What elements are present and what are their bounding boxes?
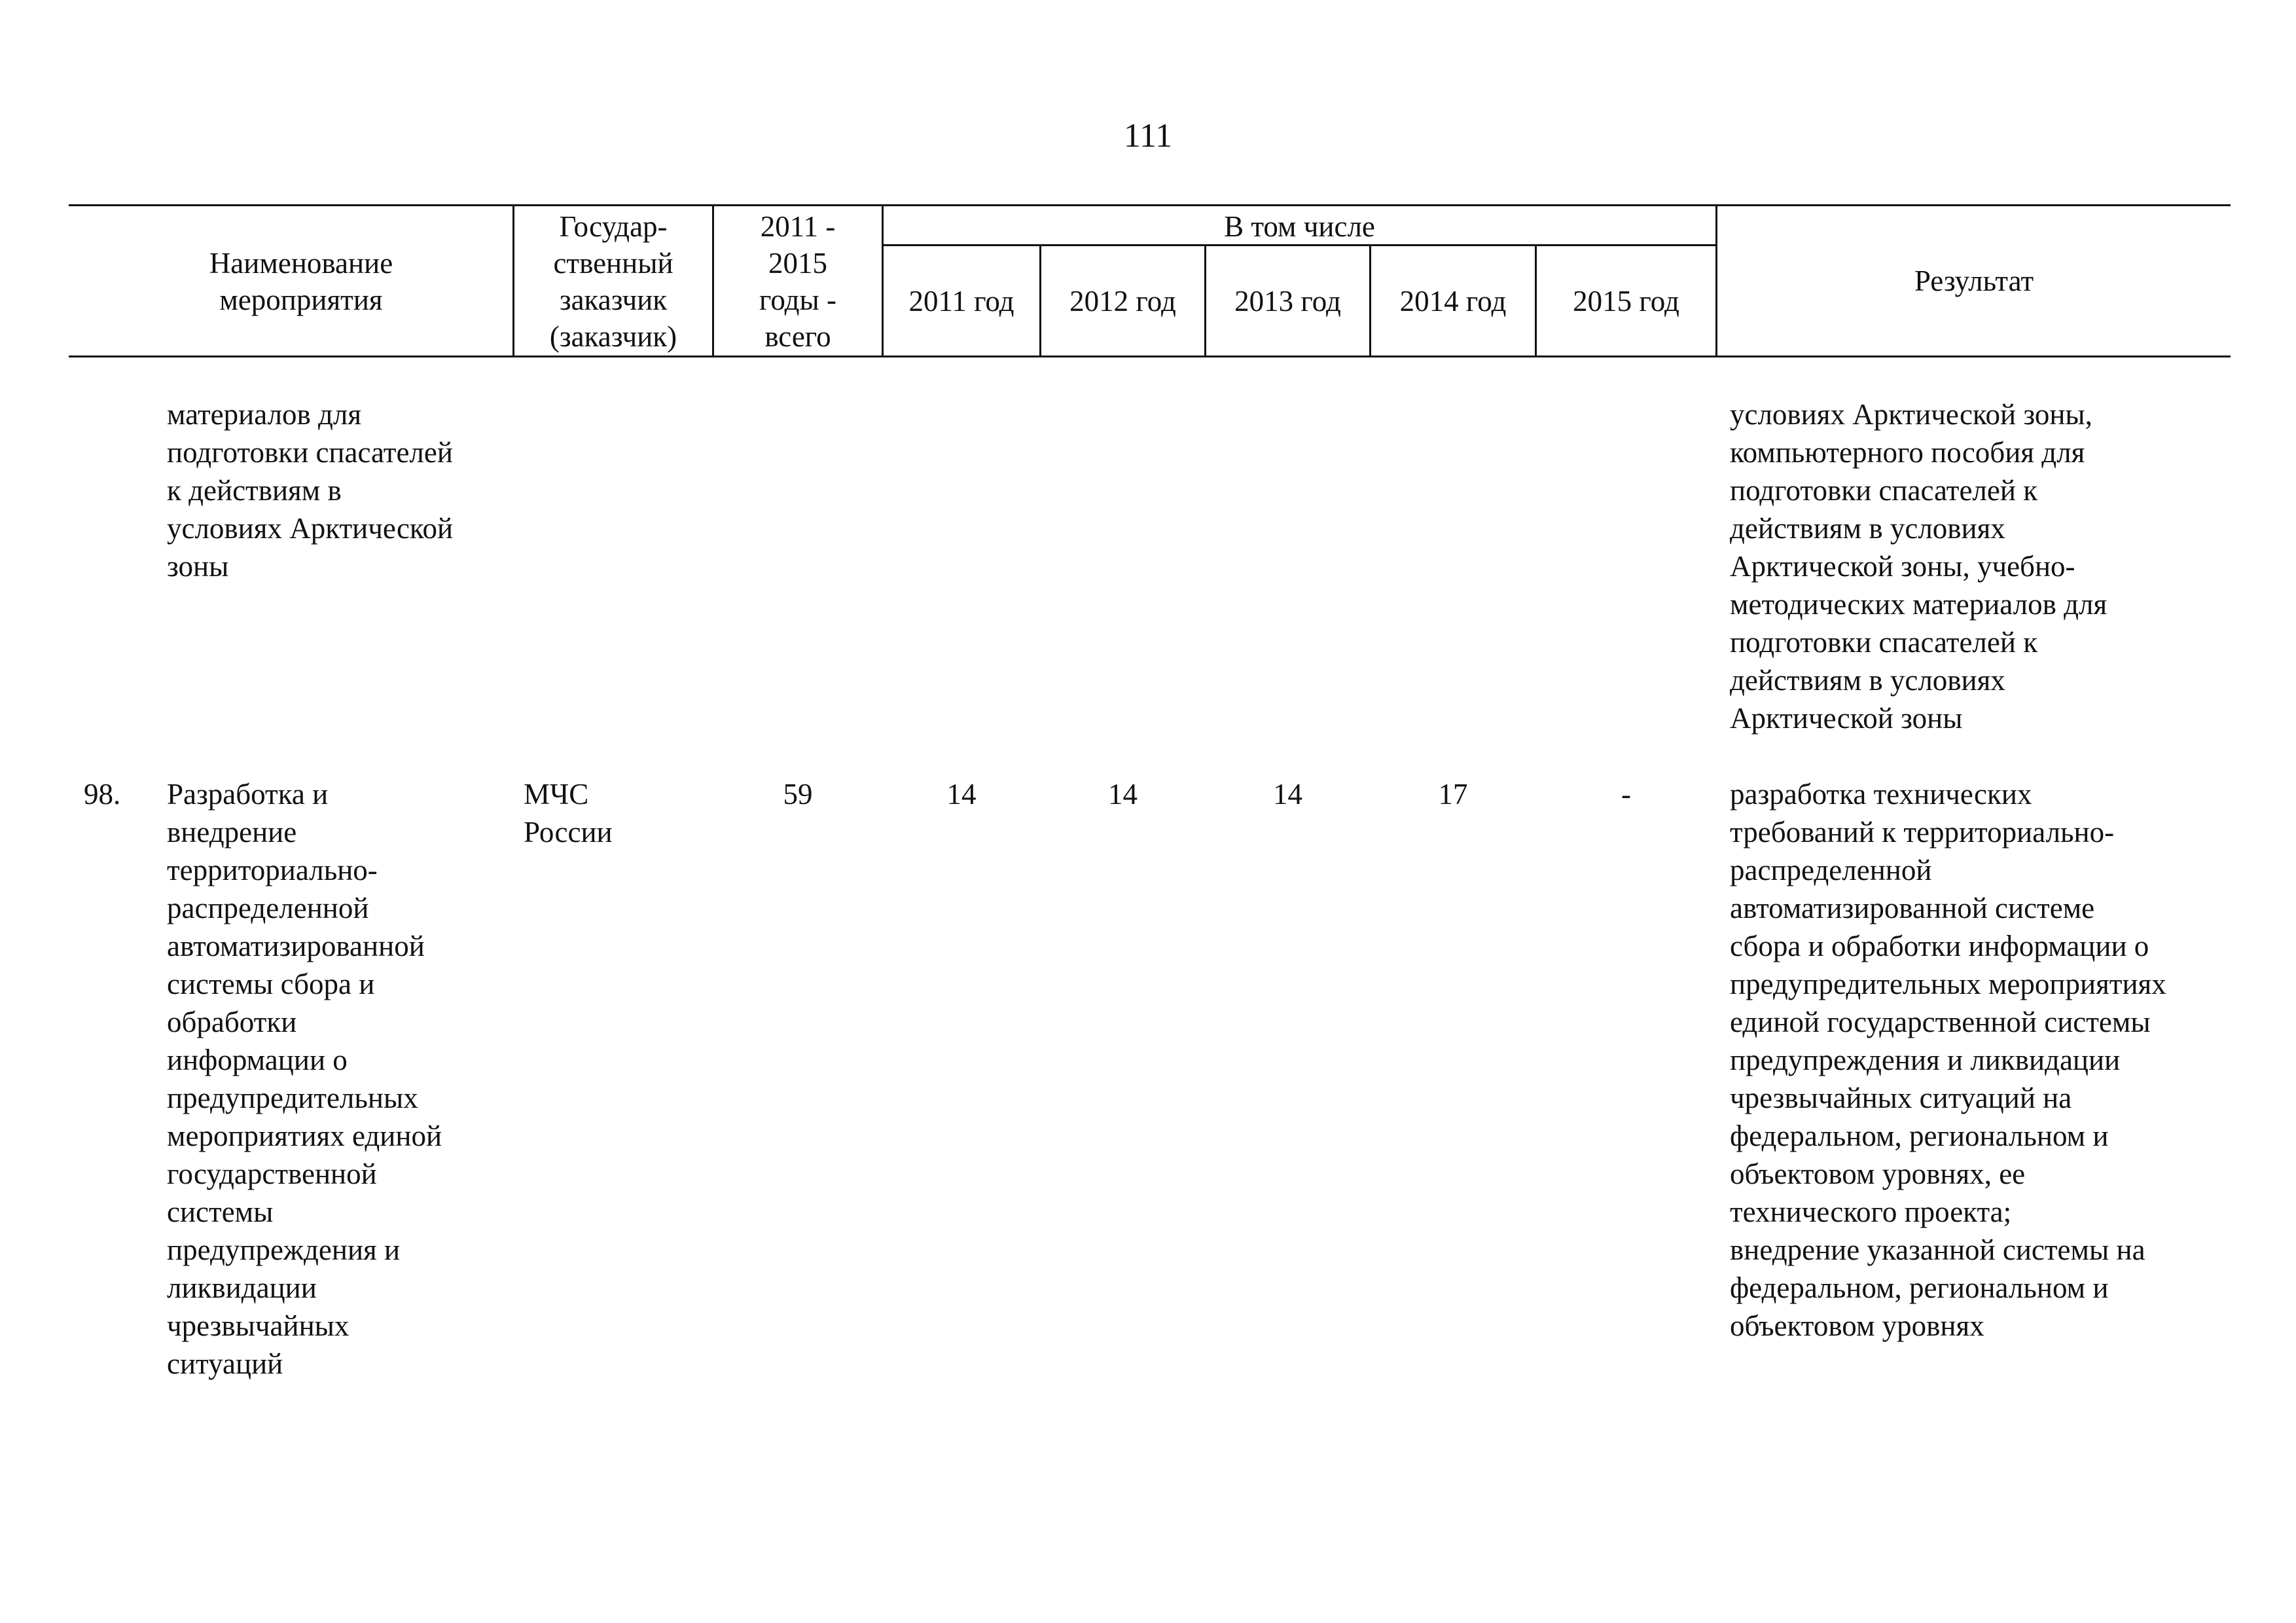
row-value-2012: 14 bbox=[1108, 778, 1138, 811]
header-total: 2011 - 2015 годы - всего bbox=[759, 210, 836, 353]
header-year-2015: 2015 год bbox=[1573, 285, 1679, 318]
row-value-2011: 14 bbox=[946, 778, 977, 811]
header-year-2013: 2013 год bbox=[1234, 285, 1341, 318]
row-number: 98. bbox=[84, 778, 121, 811]
row-name: Разработка и внедрение территориально- распределенной автоматизированной системы сбора и обработки информации о предупредительных мероприятиях единой государственной системы предупреждения и ликвидации чрезвычайных ситуаций bbox=[167, 778, 442, 1380]
row-name: материалов для подготовки спасателей к действиям в условиях Арктической зоны bbox=[167, 398, 454, 583]
header-customer: Государ- ственный заказчик (заказчик) bbox=[549, 210, 677, 353]
header-including: В том числе bbox=[1224, 210, 1375, 243]
row-result: разработка технических требований к территориально- распределенной автоматизированной системе сбора и обработки информации о предупредительных мероприятиях единой государственной системы предупреждения и ликвидации чрезвычайных ситуаций на федеральном, региональном и объектовом уровнях, ее технического проекта; внедрение указанной системы на федеральном, региональном и объектовом уровнях bbox=[1730, 778, 2166, 1342]
row-value-2015: - bbox=[1621, 778, 1631, 811]
page-number: 111 bbox=[1123, 117, 1173, 155]
row-customer: МЧС России bbox=[524, 778, 613, 848]
header-year-2012: 2012 год bbox=[1069, 285, 1176, 318]
row-result: условиях Арктической зоны, компьютерного пособия для подготовки спасателей к действиям в условиях Арктической зоны, учебно- методических материалов для подготовки спасателей к действиям в условиях Арктической зоны bbox=[1730, 398, 2108, 735]
header-name: Наименование мероприятия bbox=[209, 247, 393, 316]
row-value-2014: 17 bbox=[1438, 778, 1468, 811]
row-total: 59 bbox=[783, 778, 813, 811]
header-year-2011: 2011 год bbox=[908, 285, 1014, 318]
header-bottom-rule bbox=[69, 356, 2231, 357]
header-result: Результат bbox=[1914, 264, 2034, 297]
row-value-2013: 14 bbox=[1273, 778, 1302, 811]
header-year-2014: 2014 год bbox=[1399, 285, 1507, 318]
header-top-rule bbox=[69, 204, 2231, 206]
